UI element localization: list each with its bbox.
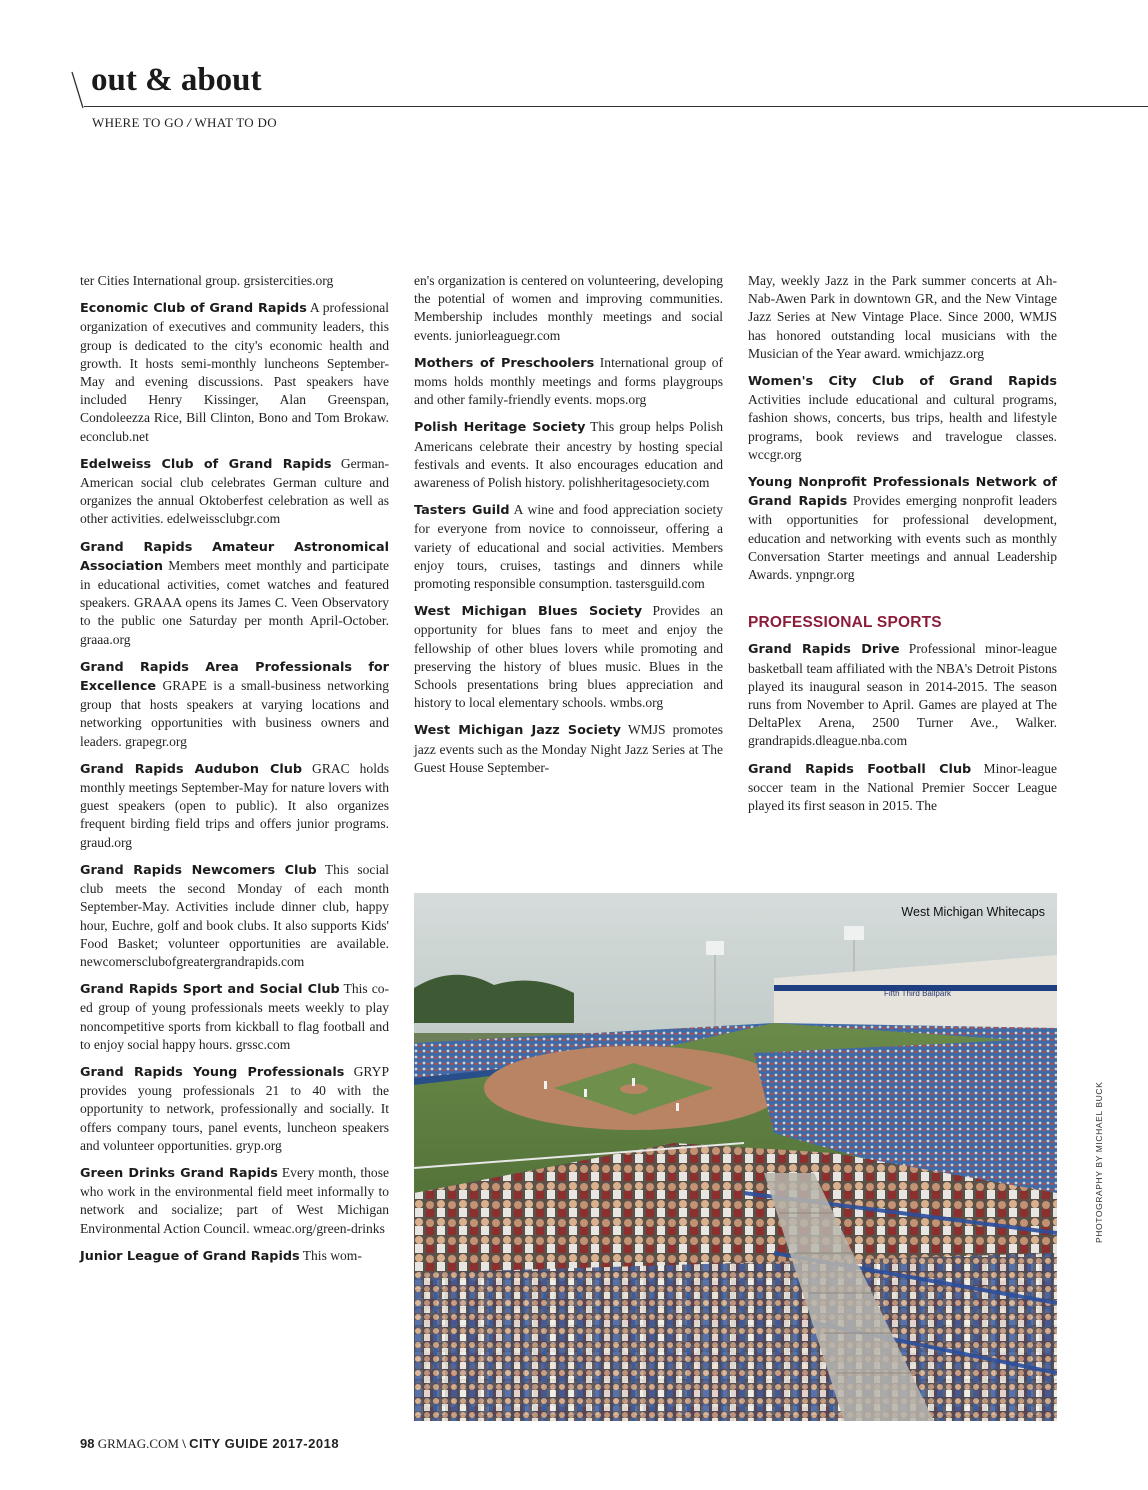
listing-description: WMJS promotes jazz events such as the Monday Night Jazz Series at The Guest House September- <box>414 722 723 775</box>
page-footer <box>80 1436 339 1452</box>
listing-entry <box>80 1063 389 1155</box>
listing-entry <box>748 760 1057 816</box>
listing-entry <box>414 602 723 712</box>
column-3-entries <box>748 272 1057 584</box>
listing-entry <box>80 1164 389 1238</box>
section-subtitle <box>92 115 277 131</box>
listing-entry <box>80 760 389 852</box>
subtitle-where: WHERE TO GO <box>92 115 184 130</box>
listing-name: Women's City Club of Grand Rapids <box>748 374 1057 390</box>
listing-name: West Michigan Blues Society <box>414 604 643 620</box>
listing-name: Grand Rapids Amateur Astronomical Association <box>80 539 389 574</box>
listing-entry <box>414 721 723 777</box>
listing-description: Activities include educational and cultural programs, fashion shows, concerts, bus trips, health and lifestyle programs, book reviews and travelogue classes. wccgr.org <box>748 392 1057 462</box>
listing-description: GRAPE is a small-business networking group that hosts speakers at varying locations and networking opportunities with business owners and leaders. grapegr.org <box>80 678 389 749</box>
listing-name: Junior League of Grand Rapids <box>80 1248 300 1264</box>
listing-name: Economic Club of Grand Rapids <box>80 301 307 317</box>
listing-description: Professional minor-league basketball team affiliated with the NBA's Detroit Pistons played its inaugural season in 2014-2015. The season runs from November to April. Games are played at The DeltaPlex Arena, 2500 Turner Ave., Walker. grandrapids.dleague.nba.com <box>748 641 1057 749</box>
listing-name: Grand Rapids Area Professionals for Excellence <box>80 659 389 695</box>
listing-description: Minor-league soccer team in the National Premier Soccer League played its first season in 2015. The <box>748 760 1057 814</box>
stadium-illustration <box>414 893 1057 1421</box>
photo-credit: PHOTOGRAPHY BY MICHAEL BUCK <box>1094 1081 1104 1243</box>
listing-description: GRAC holds monthly meetings September-May for nature lovers with guest speakers (open to public). It also organizes frequent birding field trips and offers junior programs. graud.org <box>80 760 389 850</box>
listing-name: Edelweiss Club of Grand Rapids <box>80 456 332 472</box>
sports-entries <box>748 640 1057 815</box>
photo-caption: West Michigan Whitecaps <box>901 905 1045 919</box>
listing-entry <box>80 1247 389 1266</box>
column-1 <box>80 272 389 1275</box>
listing-entry <box>414 501 723 593</box>
listing-entry <box>748 272 1057 363</box>
subtitle-what: WHAT TO DO <box>194 115 277 130</box>
listing-entry <box>80 538 389 649</box>
listing-description: A wine and food appreciation society for everyone from novice to connoisseur, offering a variety of educational and social activities. Members enjoy tours, cruises, tastings and dinners while promoting responsible consumption. tastersguild.com <box>414 502 723 592</box>
column-3 <box>748 272 1057 824</box>
subtitle-separator: / <box>187 115 192 130</box>
listing-name: Young Nonprofit Professionals Network of Grand Rapids <box>748 475 1057 510</box>
listing-description: ter Cities International group. grsistercities.org <box>80 273 334 288</box>
listing-entry <box>80 455 389 529</box>
listing-description: May, weekly Jazz in the Park summer concerts at Ah-Nab-Awen Park in downtown GR, and the New Vintage Jazz Series at New Vintage Place. Since 2000, WMJS has honored outstanding local musicians with the Musician of the Year award. wmichjazz.org <box>748 273 1057 361</box>
listing-name: Grand Rapids Drive <box>748 642 900 658</box>
header-rule <box>84 106 1148 107</box>
listing-entry <box>80 980 389 1054</box>
page-title: out & about <box>91 62 262 98</box>
listing-description: GRYP provides young professionals 21 to 40 with the opportunity to network, professionally and socially. It offers company tours, panel events, luncheon speakers and volunteer opportunities. gryp.org <box>80 1063 389 1153</box>
listing-entry <box>414 354 723 410</box>
listing-name: West Michigan Jazz Society <box>414 723 622 739</box>
listing-description: en's organization is centered on volunteering, developing the potential of women and improving communities. Membership includes monthly meetings and social events. juniorleaguegr.com <box>414 273 723 343</box>
listing-description: A professional organization of executives and community leaders, this group is dedicated to the city's economic health and growth. It hosts semi-monthly luncheons September-May and evening discussions. Past speakers have included Henry Kissinger, Alan Greenspan, Condoleezza Rice, Bill Clinton, Bono and Tom Brokaw. econclub.net <box>80 300 389 444</box>
listing-entry <box>748 372 1057 464</box>
listing-description: Members meet monthly and participate in educational activities, comet watches and featured speakers. GRAAA opens its James C. Veen Observatory to the public one Saturday per month April-October. graaa.org <box>80 557 389 647</box>
listing-entry <box>748 473 1057 584</box>
listing-entry <box>414 418 723 492</box>
stadium-sign: Fifth Third Ballpark <box>884 989 951 998</box>
listing-description: German-American social club celebrates German culture and organizes the annual Oktoberfest celebration as well as other activities. edelweissclubgr.com <box>80 455 389 527</box>
listing-description: This group helps Polish Americans celebrate their ancestry by hosting special festivals and events. It also encourages education and awareness of Polish history. polishheritagesociety.com <box>414 419 723 491</box>
listing-entry <box>414 272 723 345</box>
listing-description: This social club meets the second Monday of each month September-May. Activities include dinner club, happy hour, Euchre, golf and book clubs. It also supports Kids' Food Basket; volunteer opportunities are available. newcomersclubofgreatergrandrapids.com <box>80 861 389 969</box>
listing-description: This co-ed group of young professionals meets weekly to play noncompetitive sports from kickball to flag football and to enjoy social happy hours. grssc.com <box>80 981 389 1052</box>
listing-name: Tasters Guild <box>414 503 510 519</box>
listing-description: International group of moms holds monthly meetings and forms playgroups and other family-friendly events. mops.org <box>414 354 723 408</box>
listing-name: Green Drinks Grand Rapids <box>80 1165 278 1181</box>
listing-description: Provides emerging nonprofit leaders with opportunities for professional development, education and networking with events such as monthly Conversation Starter meetings and annual Leadership Awards. ynpngr.org <box>748 493 1057 583</box>
header-slash-mark <box>70 70 84 110</box>
listing-entry <box>80 272 389 290</box>
footer-site: GRMAG.COM <box>97 1436 179 1451</box>
listing-entry <box>748 640 1057 750</box>
footer-separator: \ <box>182 1436 186 1451</box>
listing-name: Mothers of Preschoolers <box>414 355 595 371</box>
listing-name: Grand Rapids Sport and Social Club <box>80 982 340 998</box>
listing-name: Polish Heritage Society <box>414 420 586 436</box>
listing-name: Grand Rapids Football Club <box>748 761 972 777</box>
listing-entry <box>80 658 389 751</box>
listing-entry <box>80 299 389 446</box>
listing-description: This wom- <box>299 1247 362 1263</box>
section-heading-professional-sports: PROFESSIONAL SPORTS <box>748 614 942 632</box>
listing-name: Grand Rapids Newcomers Club <box>80 862 317 878</box>
listing-name: Grand Rapids Young Professionals <box>80 1064 345 1080</box>
footer-guide-title: CITY GUIDE 2017-2018 <box>189 1436 340 1451</box>
column-2 <box>414 272 723 786</box>
page-number: 98 <box>80 1436 95 1451</box>
listing-name: Grand Rapids Audubon Club <box>80 761 303 777</box>
listing-description: Every month, those who work in the environmental field meet informally to network and socialize; part of West Michigan Environmental Action Council. wmeac.org/green-drinks <box>80 1164 389 1236</box>
listing-description: Provides an opportunity for blues fans to meet and enjoy the fellowship of other blues lovers while promoting and preserving the history of blues music. Blues in the Schools presentations bring blues appreciation and history to local elementary schools. wmbs.org <box>414 603 723 711</box>
stadium-photo <box>414 893 1057 1421</box>
listing-entry <box>80 861 389 971</box>
